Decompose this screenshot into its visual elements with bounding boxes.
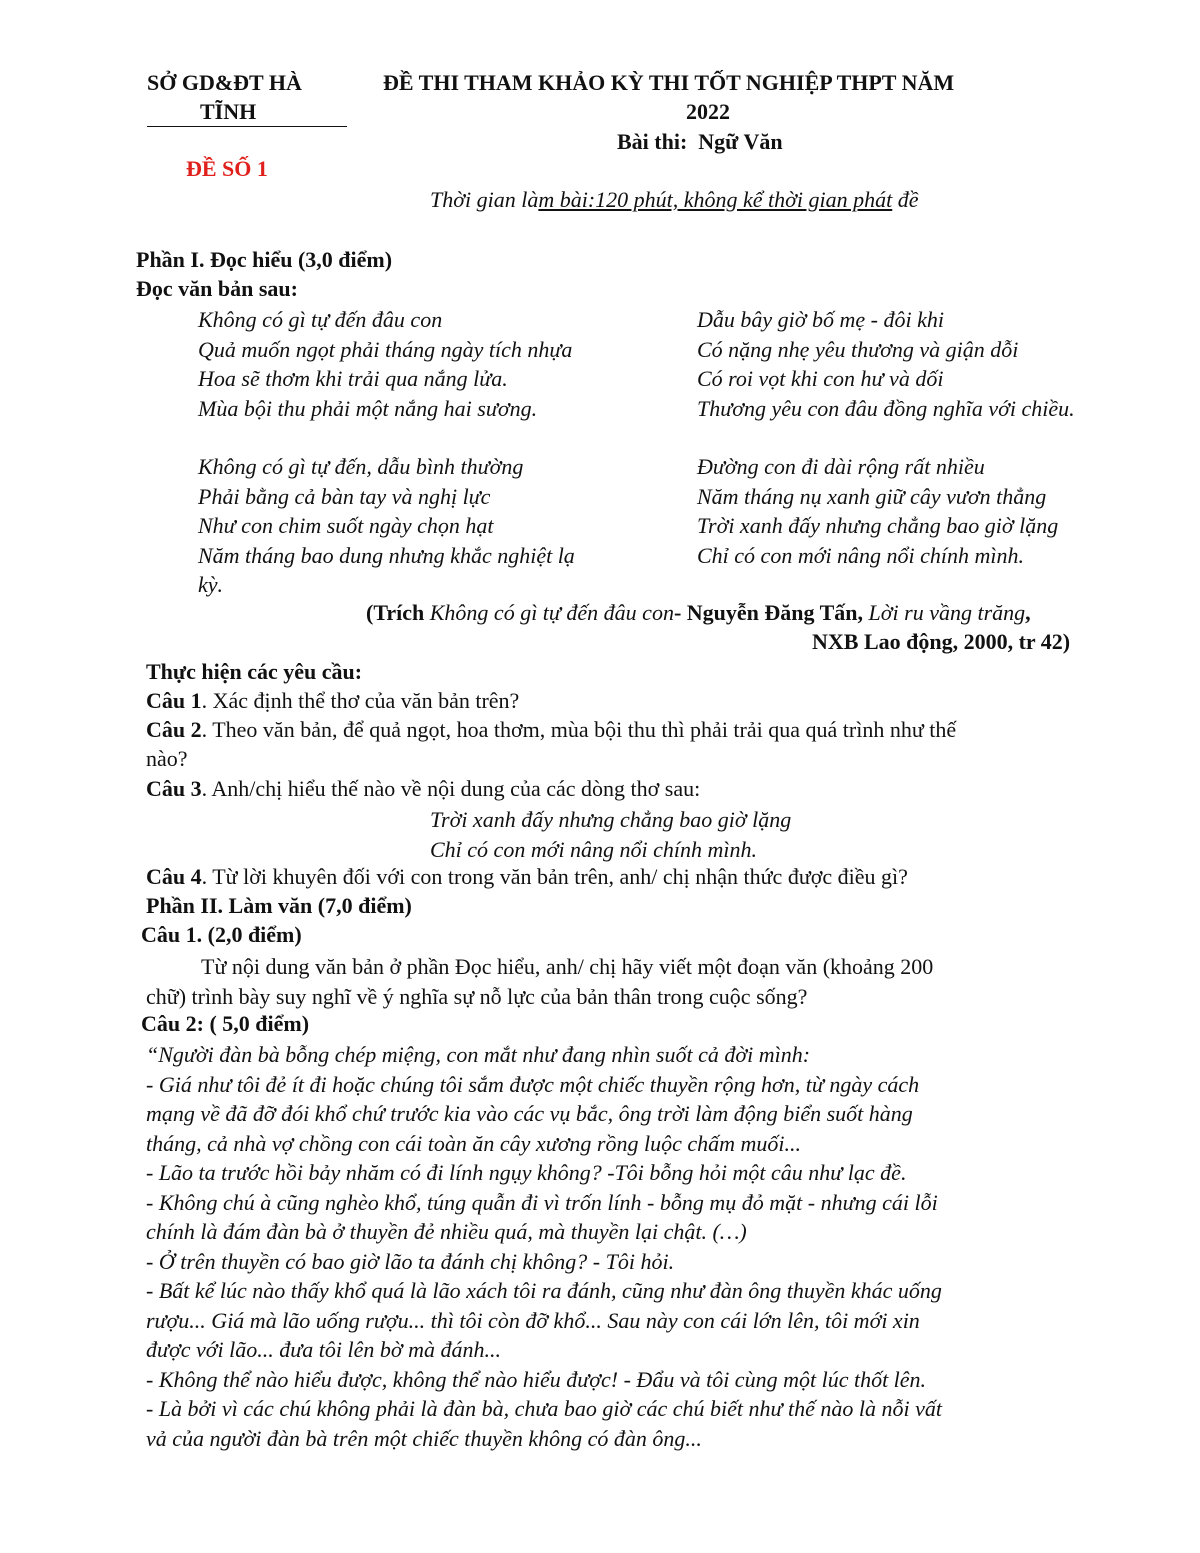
citation-line1 bbox=[366, 600, 1031, 626]
citation-book: Lời ru vầng trăng bbox=[868, 600, 1026, 625]
poem-line: Không có gì tự đến, dẫu bình thường bbox=[198, 454, 524, 479]
citation-line2: NXB Lao động, 2000, tr 42) bbox=[812, 629, 1071, 654]
essay-question-1-heading: Câu 1. (2,0 điểm) bbox=[141, 922, 302, 947]
poem-right-stanza-2 bbox=[697, 452, 1058, 570]
poem-right-stanza-1 bbox=[697, 305, 1075, 423]
time-note-part-a: Thời gian là bbox=[430, 187, 539, 212]
excerpt-line: được với lão... đưa tôi lên bờ mà đánh... bbox=[146, 1337, 501, 1362]
poem-line: Chỉ có con mới nâng nổi chính mình. bbox=[697, 542, 1025, 568]
question-text: . Từ lời khuyên đối với con trong văn bản trên, anh/ chị nhận thức được điều gì? bbox=[201, 864, 908, 889]
poem-line: Đường con đi dài rộng rất nhiều bbox=[697, 454, 985, 479]
essay-question-2-heading: Câu 2: ( 5,0 điểm) bbox=[141, 1011, 310, 1036]
poem-line: Mùa bội thu phải một nắng hai sương. bbox=[198, 395, 538, 421]
citation-author: - Nguyễn Đăng Tấn, bbox=[673, 600, 869, 625]
exam-title-line2: 2022 bbox=[686, 99, 730, 124]
excerpt-line: mạng về đã đỡ đói khổ chứ trước kia vào các vụ bắc, ông trời làm động biển suốt hàng bbox=[146, 1101, 913, 1126]
question-label: Câu 1 bbox=[146, 688, 202, 713]
question-2 bbox=[146, 717, 956, 743]
poem-line: Có nặng nhẹ yêu thương và giận dỗi bbox=[697, 336, 1019, 362]
essay-question-1-body bbox=[146, 952, 933, 1011]
poem-line: Phải bằng cả bàn tay và nghị lực bbox=[198, 483, 491, 509]
poem-line: Năm tháng bao dung nhưng khắc nghiệt lạ bbox=[198, 542, 575, 568]
body-line: Từ nội dung văn bản ở phần Đọc hiểu, anh/ chị hãy viết một đoạn văn (khoảng 200 bbox=[201, 954, 934, 979]
header-underline bbox=[147, 126, 347, 127]
poem-line: Thương yêu con đâu đồng nghĩa với chiều. bbox=[697, 395, 1075, 421]
citation-comma: , bbox=[1025, 600, 1031, 625]
excerpt-line: rượu... Giá mà lão uống rượu... thì tôi còn đỡ khổ... Sau này con cái lớn lên, tôi mới xin bbox=[146, 1307, 920, 1333]
poem-line: Dẫu bây giờ bố mẹ - đôi khi bbox=[697, 307, 944, 332]
question-label: Câu 2 bbox=[146, 717, 202, 742]
question-4 bbox=[146, 864, 908, 890]
question-text: . Theo văn bản, để quả ngọt, hoa thơm, mùa bội thu thì phải trải qua quá trình như thế bbox=[201, 717, 957, 742]
excerpt-line: - Không thể nào hiểu được, không thể nào hiểu được! - Đẩu và tôi cùng một lúc thốt lên. bbox=[146, 1366, 927, 1392]
exam-title-line1: ĐỀ THI THAM KHẢO KỲ THI TỐT NGHIỆP THPT NĂM bbox=[383, 70, 955, 95]
subject-name: Ngữ Văn bbox=[698, 129, 783, 154]
subject-line bbox=[617, 129, 783, 155]
time-note-part-c: đề bbox=[892, 187, 919, 212]
question-2-cont: nào? bbox=[146, 746, 188, 771]
poem-left-stanza-2 bbox=[198, 452, 575, 600]
excerpt-passage bbox=[146, 1040, 942, 1453]
poem-line: Như con chim suốt ngày chọn hạt bbox=[198, 513, 494, 538]
excerpt-line: chính là đám đàn bà ở thuyền đẻ nhiều quá, mà thuyền lại chật. (…) bbox=[146, 1219, 747, 1244]
department-name-line2: TĨNH bbox=[200, 99, 257, 124]
citation-work-title: Không có gì tự đến đâu con bbox=[429, 600, 674, 625]
excerpt-line: tháng, cả nhà vợ chồng con cái toàn ăn cây xương rồng luộc chấm muối... bbox=[146, 1130, 802, 1156]
question-3 bbox=[146, 776, 700, 802]
poem-line: Năm tháng nụ xanh giữ cây vươn thẳng bbox=[697, 483, 1047, 509]
excerpt-line: - Giá như tôi đẻ ít đi hoặc chúng tôi sắm được một chiếc thuyền rộng hơn, từ ngày cách bbox=[146, 1071, 920, 1097]
exam-number: ĐỀ SỐ 1 bbox=[186, 156, 268, 181]
quote-line: Trời xanh đấy nhưng chẳng bao giờ lặng bbox=[430, 807, 792, 832]
subject-label: Bài thi: bbox=[617, 129, 688, 154]
citation-open: (Trích bbox=[366, 600, 430, 625]
excerpt-line: - Ở trên thuyền có bao giờ lão ta đánh chị không? - Tôi hỏi. bbox=[146, 1248, 675, 1274]
excerpt-line: - Là bởi vì các chú không phải là đàn bà, chưa bao giờ các chú biết như thế nào là nỗi vất bbox=[146, 1396, 942, 1421]
question-label: Câu 4 bbox=[146, 864, 202, 889]
excerpt-line: “Người đàn bà bỗng chép miệng, con mắt như đang nhìn suốt cả đời mình: bbox=[146, 1042, 811, 1067]
poem-line: Trời xanh đấy nhưng chẳng bao giờ lặng bbox=[697, 513, 1059, 538]
excerpt-line: - Lão ta trước hồi bảy nhăm có đi lính ngụy không? -Tôi bỗng hỏi một câu như lạc đề. bbox=[146, 1160, 907, 1185]
time-note-part-b: m bài:120 phút, không kể thời gian phát bbox=[538, 187, 893, 212]
body-line: chữ) trình bày suy nghĩ về ý nghĩa sự nỗ lực của bản thân trong cuộc sống? bbox=[146, 983, 808, 1009]
tasks-heading: Thực hiện các yêu cầu: bbox=[146, 659, 363, 684]
poem-line: Có roi vọt khi con hư và dối bbox=[697, 366, 944, 391]
poem-line: Hoa sẽ thơm khi trải qua nắng lửa. bbox=[198, 366, 508, 391]
excerpt-line: - Không chú à cũng nghèo khổ, túng quẫn đi vì trốn lính - bỗng mụ đỏ mặt - nhưng cái lỗi bbox=[146, 1189, 938, 1215]
poem-line: kỳ. bbox=[198, 572, 224, 597]
time-note bbox=[430, 187, 919, 213]
excerpt-line: - Bất kể lúc nào thấy khổ quá là lão xách tôi ra đánh, cũng như đàn ông thuyền khác uống bbox=[146, 1278, 942, 1303]
question-text: . Xác định thể thơ của văn bản trên? bbox=[201, 688, 520, 713]
part2-heading: Phần II. Làm văn (7,0 điểm) bbox=[146, 893, 412, 918]
excerpt-line: vả của người đàn bà trên một chiếc thuyền không có đàn ông... bbox=[146, 1425, 702, 1451]
department-name-line1: SỞ GD&ĐT HÀ bbox=[147, 70, 302, 95]
poem-left-stanza-1 bbox=[198, 305, 572, 423]
poem-line: Không có gì tự đến đâu con bbox=[198, 307, 443, 332]
question-1 bbox=[146, 688, 519, 714]
read-instruction: Đọc văn bản sau: bbox=[136, 276, 298, 301]
question-3-quote bbox=[430, 805, 791, 864]
question-label: Câu 3 bbox=[146, 776, 202, 801]
part1-heading: Phần I. Đọc hiểu (3,0 điểm) bbox=[136, 247, 393, 272]
question-text: . Anh/chị hiểu thế nào về nội dung của các dòng thơ sau: bbox=[201, 776, 701, 801]
poem-line: Quả muốn ngọt phải tháng ngày tích nhựa bbox=[198, 336, 573, 362]
quote-line: Chỉ có con mới nâng nổi chính mình. bbox=[430, 836, 758, 862]
